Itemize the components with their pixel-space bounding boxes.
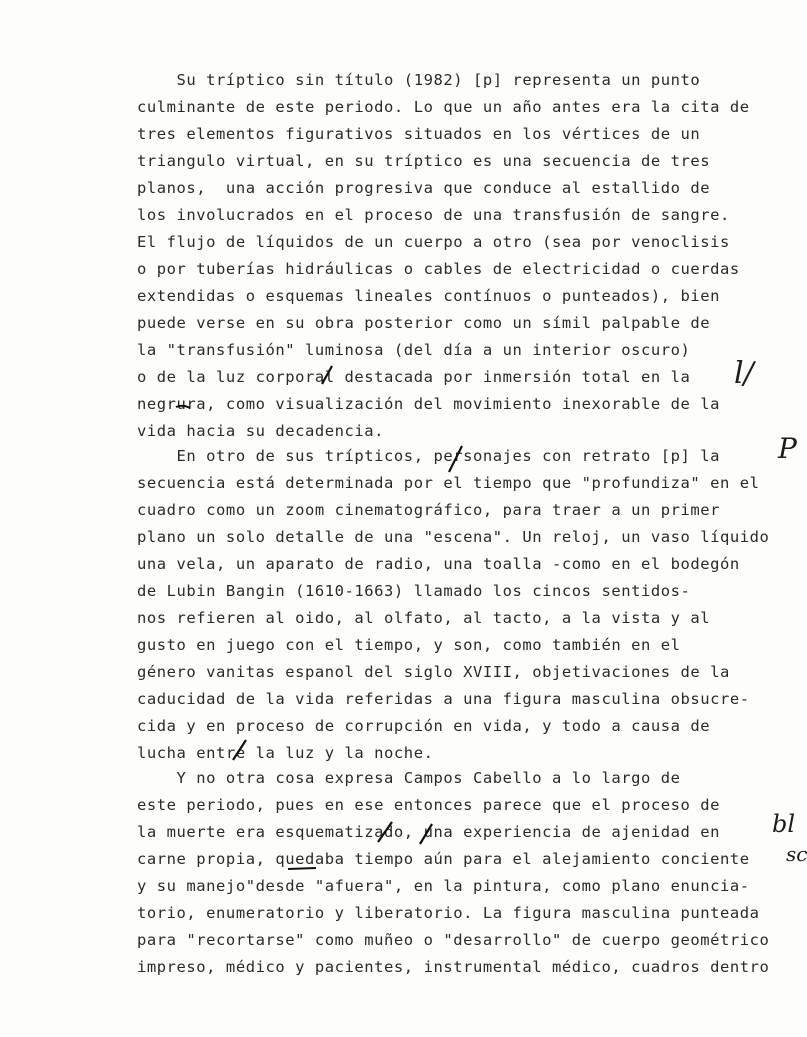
text-line: vida hacia su decadencia. [137, 422, 385, 440]
text-line: negrura, como visualización del movimiento inexorable de la [137, 395, 721, 413]
text-line: cida y en proceso de corrupción en vida, y todo a causa de [137, 717, 711, 735]
text-line: secuencia está determinada por el tiempo que "profundiza" en el [137, 474, 760, 492]
text-line: culminante de este periodo. Lo que un año antes era la cita de [137, 98, 750, 116]
text-line: y su manejo"desde "afuera", en la pintura, como plano enuncia- [137, 877, 750, 895]
text-line: plano un solo detalle de una "escena". Un reloj, un vaso líquido [137, 528, 770, 546]
margin-mark-p: P [778, 432, 797, 465]
text-line: la muerte era esquematizado, una experiencia de ajenidad en [137, 823, 721, 841]
text-line: la "transfusión" luminosa (del día a un interior oscuro) [137, 341, 691, 359]
text-line: En otro de sus trípticos, personajes con retrato [p] la [137, 447, 721, 465]
text-line: planos, una acción progresiva que conduce al estallido de [137, 179, 711, 197]
text-line: o de la luz corporal destacada por inmersión total en la [137, 368, 691, 386]
text-line: caducidad de la vida referidas a una figura masculina obsucre- [137, 690, 750, 708]
text-line: lucha entre la luz y la noche. [137, 744, 434, 762]
text-line: El flujo de líquidos de un cuerpo a otro (sea por venoclisis [137, 233, 730, 251]
text-line: impreso, médico y pacientes, instrumental médico, cuadros dentro [137, 958, 770, 976]
text-line: Y no otra cosa expresa Campos Cabello a lo largo de [137, 769, 681, 787]
text-line: puede verse en su obra posterior como un símil palpable de [137, 314, 711, 332]
margin-mark-slash: l/ [734, 356, 754, 391]
text-line: este periodo, pues en ese entonces parece que el proceso de [137, 796, 721, 814]
text-line: una vela, un aparato de radio, una toalla -como en el bodegón [137, 555, 740, 573]
text-line: cuadro como un zoom cinematográfico, para traer a un primer [137, 501, 721, 519]
text-line: extendidas o esquemas lineales contínuos o punteados), bien [137, 287, 721, 305]
text-line: de Lubin Bangin (1610-1663) llamado los cincos sentidos- [137, 582, 691, 600]
text-line: o por tuberías hidráulicas o cables de electricidad o cuerdas [137, 260, 740, 278]
margin-mark-sc: sc [786, 842, 807, 866]
text-line: género vanitas espanol del siglo XVIII, objetivaciones de la [137, 663, 730, 681]
text-line: gusto en juego con el tiempo, y son, como también en el [137, 636, 681, 654]
text-line: carne propia, quedaba tiempo aún para el alejamiento conciente [137, 850, 750, 868]
text-line: tres elementos figurativos situados en los vértices de un [137, 125, 701, 143]
text-line: torio, enumeratorio y liberatorio. La figura masculina punteada [137, 904, 760, 922]
text-line: los involucrados en el proceso de una transfusión de sangre. [137, 206, 730, 224]
text-line: Su tríptico sin título (1982) [p] representa un punto [137, 71, 701, 89]
text-line: triangulo virtual, en su tríptico es una secuencia de tres [137, 152, 711, 170]
text-line: nos refieren al oido, al olfato, al tacto, a la vista y al [137, 609, 711, 627]
text-line: para "recortarse" como muñeo o "desarrollo" de cuerpo geométrico [137, 931, 770, 949]
margin-mark-bl: bl [772, 810, 796, 838]
